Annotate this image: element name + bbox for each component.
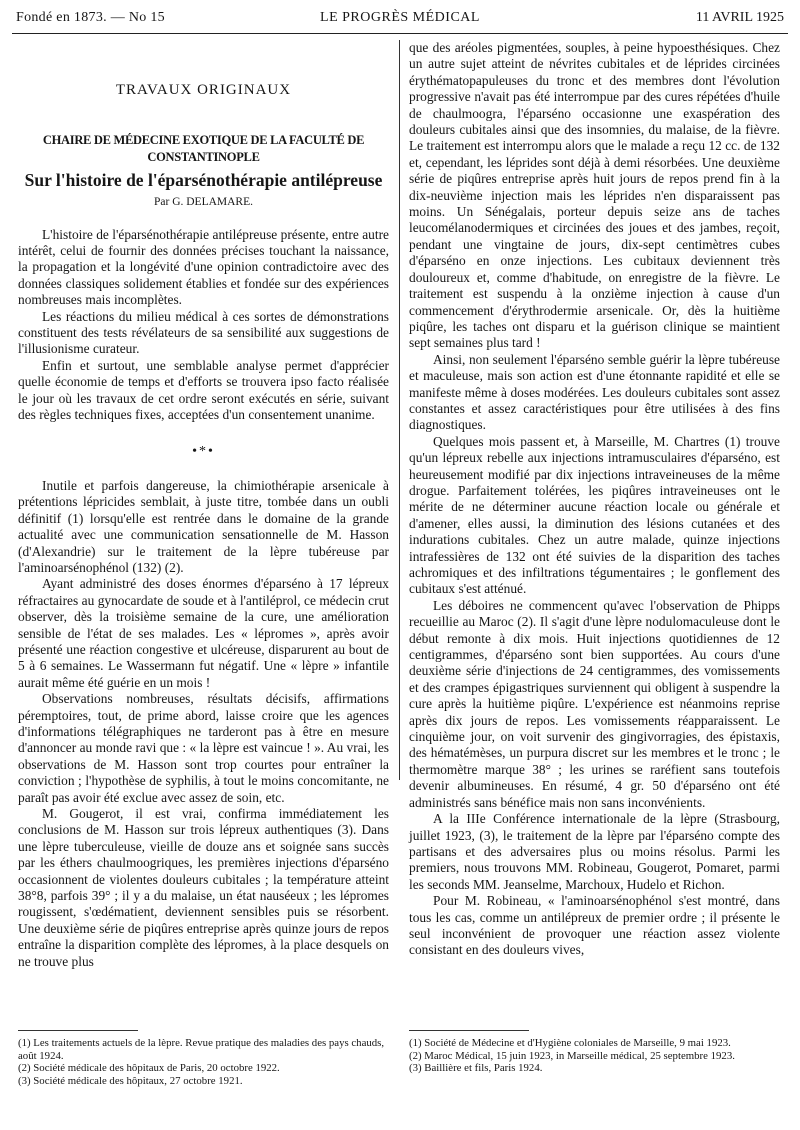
paragraph: L'histoire de l'éparsénothérapie antilépreuse présente, entre autre intérêt, celui de fournir des données précises touchant la naissance, la propagation et la longévité d'une opinion contradictoire avec des données classiques solidement établies et fondée sur des expériences nombreuses mais incomplètes. (18, 226, 389, 308)
footnote: (1) Les traitements actuels de la lèpre. Revue pratique des maladies des pays chauds, août 1924. (18, 1037, 385, 1062)
paragraph: Ayant administré des doses énormes d'éparséno à 17 lépreux réfractaires au gynocardate de soude et à l'antiléprol, ce médecin crut observer, dès la troisième semaine de la cure, une amélioration sensible de l'état de ses malades. Les « lépromes », après avoir présenté une réaction congestive et ulcéreuse, disparurent au bout de 5 à 6 semaines. Le Wassermann fut négatif. Une « lèpre » infantile aurait même été guérie en un mois ! (18, 576, 389, 690)
footnote: (3) Baillière et fils, Paris 1924. (409, 1062, 543, 1074)
paragraph: Pour M. Robineau, « l'aminoarsénophénol s'est montré, dans tous les cas, comme un antilépreux de premier ordre ; il présente le seul inconvénient de provoquer une réaction assez violente consistant en des douleurs vives, (409, 893, 780, 958)
header-founding-issue: Fondé en 1873. — No 15 (16, 10, 165, 25)
left-column (18, 40, 389, 970)
article-title: Sur l'histoire de l'éparsénothérapie antilépreuse (24, 170, 383, 191)
paragraph: Les réactions du milieu médical à ces sortes de démonstrations constituent des tests révélateurs de sa sensibilité aux suggestions de l'illusionisme curateur. (18, 308, 389, 357)
chair-heading: CHAIRE DE MÉDECINE EXOTIQUE DE LA FACULTÉ DE CONSTANTINOPLE (42, 133, 365, 164)
paragraph: Ainsi, non seulement l'éparséno semble guérir la lèpre tubéreuse et maculeuse, mais son action est d'une étonnante rapidité et elle se manifeste même à doses modérées. Les douleurs cubitales sont assez constantes et assez caractéristiques pour être utilisées à des fins diagnostiques. (409, 351, 780, 433)
paragraph: que des aréoles pigmentées, souples, à peine hypoesthésiques. Chez un autre sujet atteint de névrites cubitales et de léprides circinées érythématopapuleuses du tronc et des membres dont l'évolution progressive n'avait pas été interrompue par des cures répétées d'huile de chaulmoogra, l'éparséno occasionne une exaspération des douleurs cubitales ainsi que des insomnies, du malaise, de la fièvre. Le traitement est interrompu alors que le malade a reçu 12 cc. de 132 et, cependant, les léprides sont déjà à demi résorbées. Une deuxième série de piqûres entreprise après huit jours de repos prend fin à la dix-neuvième injection mais les léprides n'en disparaissent pas moins. Un Sénégalais, porteur depuis seize ans de taches leucomélanodermiques et circinées des joues et des jambes, reçoit, pendant une vingtaine de jours, dix-sept centimètres cubes d'éparséno en onze injections. Les cubitaux deviennent très douloureux et, comme d'habitude, on enregistre de la fièvre. Le traitement est suspendu à la onzième injection à cause d'un commencement d'érythrodermie arsenicale. Or, dès la huitième piqûre, les taches ont disparu et la guérison clinique se maintient sept semaines plus tard ! (409, 40, 780, 351)
article-byline: Par G. DELAMARE. (153, 196, 254, 209)
paragraph: A la IIIe Conférence internationale de la lèpre (Strasbourg, juillet 1923, (3), le traitement de la lèpre par l'éparséno compte des partisans et des adversaires plus ou moins résolus. Parmi les premiers, nous trouvons MM. Robineau, Gougerot, Pomaret, parmi les seconds MM. Jeanselme, Marchoux, Hudelo et Richon. (409, 811, 780, 892)
column-divider (399, 40, 400, 780)
header-date: 11 AVRIL 1925 (695, 10, 784, 25)
footnote: (1) Société de Médecine et d'Hygiène coloniales de Marseille, 9 mai 1923. (409, 1037, 731, 1049)
header-rule (12, 33, 788, 34)
paragraph: Inutile et parfois dangereuse, la chimiothérapie arsenicale à prétentions lépricides semblait, à juste titre, tombée dans un oubli définitif (1) lorsqu'elle est rentrée dans le domaine de la grande actualité avec une communication sensationnelle de M. Hasson (d'Alexandrie) sur le traitement de la lèpre tubéreuse par l'aminoarsénophénol (132) (2). (18, 477, 389, 575)
paragraph: Quelques mois passent et, à Marseille, M. Chartres (1) trouve qu'un lépreux rebelle aux injections intramusculaires d'éparséno, est heureusement modifié par dix injections intraveineuses de la même drogue. Parfaitement tolérées, les piqûres intraveineuses ont le mérite de ne déterminer aucune réaction locale ou générale et d'amener, elles aussi, la diminution des lésions cutanées et des indurations cubitales. Chez un autre malade, quinze injections intrafessières de 132 ont été suivies de la disparition des taches achromiques et des infiltrations tégumentaires ; le gonflement des cubitaux s'est atténué. (409, 433, 780, 597)
running-header (16, 6, 784, 30)
footnotes-left (18, 1030, 389, 1087)
header-journal-title: LE PROGRÈS MÉDICAL (320, 10, 480, 25)
right-column (409, 40, 780, 959)
paragraph: Les déboires ne commencent qu'avec l'observation de Phipps recueillie au Maroc (2). Il s'agit d'une lèpre nodulomaculeuse dont le début remonte à dix mois. Huit injections quotidiennes de 12 centigrammes, d'éparséno sont bien supportées. Au cours d'une deuxième série d'injections de 24 centigrammes, des vomissements et des crampes épigastriques surviennent qui obligent à suspendre la cure après la huitième piqûre. L'expérience est néanmoins reprise après dix jours de repos. Les vomissements réapparaissent. Le cinquième jour, on voit survenir des gingivorragies, des épistaxis, des hématémèses, un purpura discret sur les membres et le tronc ; le thermomètre marque 38° ; les urines se raréfient sans toutefois devenir albumineuses. En résumé, 4 gr. 50 d'éparséno ont été administrés sans bénéfice mais non sans inconvénients. (409, 597, 780, 810)
paragraph: Enfin et surtout, une semblable analyse permet d'apprécier quelle économie de temps et d'efforts se trouvera ipso facto réalisée le jour où les travaux de cet ordre seront exécutés en série, suivant des règles techniques fixes, acceptées d'un consentement unanime. (18, 357, 389, 423)
footnote-rule (409, 1030, 529, 1031)
paragraph: M. Gougerot, il est vrai, confirma immédiatement les conclusions de M. Hasson sur trois lépreux authentiques (3). Dans une lèpre tuberculeuse, vieille de douze ans et soignée sans succès par les éthers chaulmoogriques, les premières injections d'éparséno occasionnent de violentes douleurs cubitales ; la température atteint 38°8, parfois 39° ; il y a du malaise, un état nauséeux ; les lépromes rougissent, s'œdématient, deviennent sensibles puis se résorbent. Une deuxième série de piqûres entreprise après quinze jours de repos entraîne la disparition complète des lépromes, à la place desquels on ne trouve plus (18, 806, 389, 969)
section-title: TRAVAUX ORIGINAUX (115, 82, 292, 98)
paragraph: Observations nombreuses, résultats décisifs, affirmations péremptoires, tout, de prime abord, laisse croire que les agences d'informations télégraphiques ne tarderont pas à être en mesure d'annoncer au monde ravi que : « la lèpre est vaincue ! ». Au vrai, les observations de M. Hasson sont trop courtes pour entraîner la conviction ; l'hypothèse de syphilis, à tout le moins concomitante, ne paraît pas avoir été exclue avec assez de soin, etc. (18, 691, 389, 805)
footnote: (3) Société médicale des hôpitaux, 27 octobre 1921. (18, 1074, 243, 1087)
section-separator: •*• (192, 443, 215, 459)
footnote: (2) Maroc Médical, 15 juin 1923, in Marseille médical, 25 septembre 1923. (409, 1049, 735, 1062)
footnote: (2) Société médicale des hôpitaux de Paris, 20 octobre 1922. (18, 1062, 280, 1074)
footnotes-right (409, 1030, 780, 1075)
footnote-rule (18, 1030, 138, 1031)
